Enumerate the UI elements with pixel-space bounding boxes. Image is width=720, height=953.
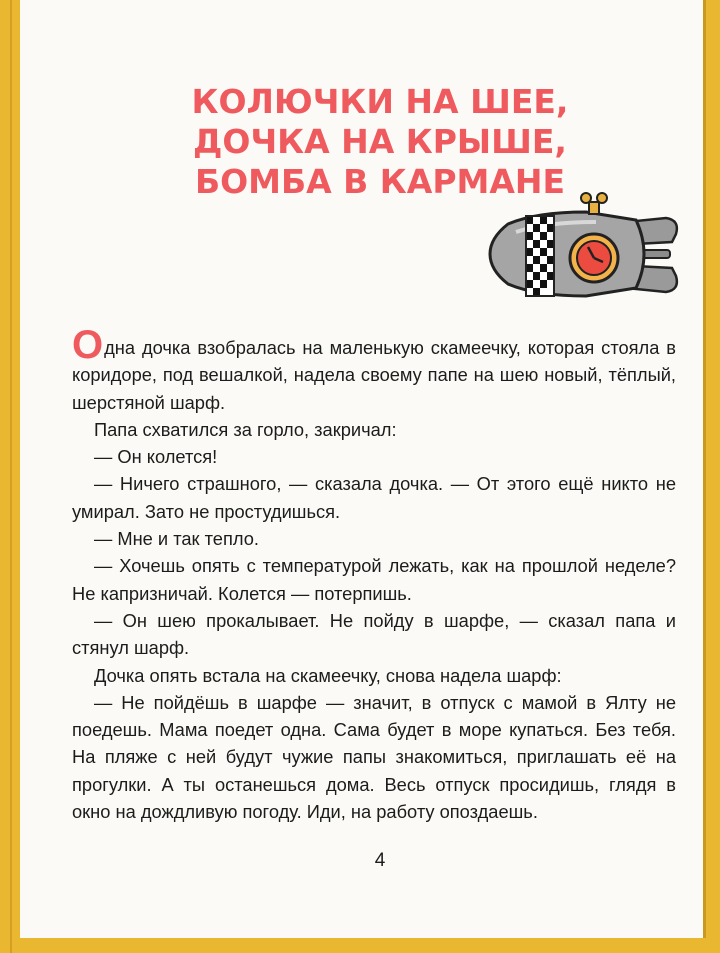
bomb-with-clock-icon <box>476 190 681 315</box>
title-line-3: БОМБА В КАРМАНЕ <box>194 162 566 201</box>
story-paragraph: Дочка опять встала на скамеечку, снова надела шарф: <box>94 664 562 686</box>
story-paragraph: Папа схватился за горло, закричал: <box>94 418 397 440</box>
story-first-text: дна дочка взобралась на маленькую скамеечку, которая стояла в коридоре, под вешалкой, надела своему папе на шею новый, тёплый, шерстяной шарф. <box>72 337 676 413</box>
story-paragraph: — Не пойдёшь в шарфе — значит, в отпуск с мамой в Ялту не поедешь. Мама поедет одна. Сама будет в море купаться. Без тебя. На пляже с ней будут чужие папы знакомиться, приглашать её на прогулки. А ты останешься дома. Весь отпуск просидишь, глядя в окно на дождливую погоду. Иди, на работу опоздаешь. <box>72 691 676 823</box>
chapter-title <box>180 82 580 202</box>
story-paragraph: — Мне и так тепло. <box>94 528 259 550</box>
title-line-2: ДОЧКА НА КРЫШЕ, <box>193 122 567 161</box>
story-paragraph: — Он шею прокалывает. Не пойду в шарфе, — сказал папа и стянул шарф. <box>72 609 676 659</box>
page-number: 4 <box>374 850 386 871</box>
book-edge <box>10 0 12 953</box>
title-line-1: КОЛЮЧКИ НА ШЕЕ, <box>191 82 569 121</box>
story-paragraph: — Хочешь опять с температурой лежать, как на прошлой неделе? Не капризничай. Колется — потерпишь. <box>72 555 676 604</box>
story-paragraph <box>72 323 676 416</box>
story-text <box>72 323 676 825</box>
story-paragraph: — Ничего страшного, — сказала дочка. — От этого ещё никто не умирал. Зато не простудишься. <box>72 473 676 522</box>
drop-cap: О <box>72 323 104 367</box>
story-paragraph: — Он колется! <box>94 446 218 468</box>
